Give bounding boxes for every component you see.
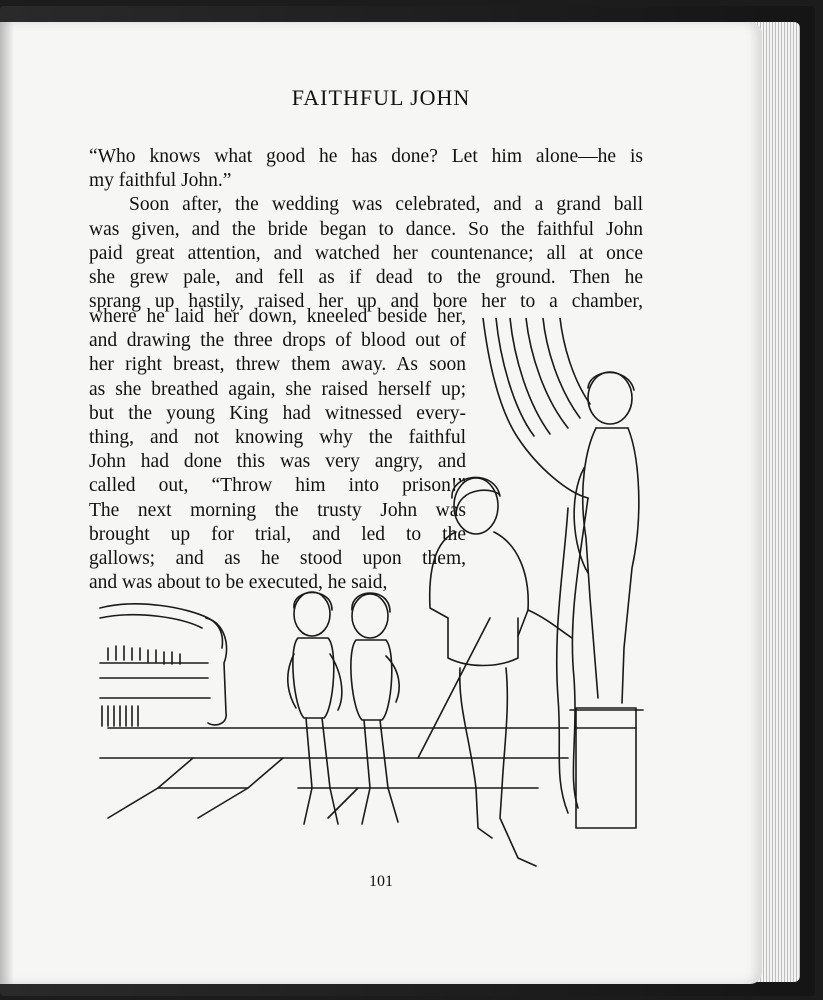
text-line: but the young King had witnessed every- <box>89 402 466 424</box>
text-line: John had done this was very angry, and <box>89 451 466 473</box>
text-line: thing, and not knowing why the faithful <box>89 427 466 449</box>
page-number: 101 <box>369 873 393 890</box>
text-line: “Who knows what good he has done? Let him alone—he is <box>89 146 643 167</box>
text-line: paid great attention, and watched her countenance; all at once <box>89 242 643 264</box>
statue <box>570 372 643 828</box>
text-line: my faithful John.” <box>89 170 232 192</box>
text-line: Soon after, the wedding was celebrated, and a grand ball <box>129 194 643 216</box>
text-line: gallows; and as he stood upon them, <box>89 548 466 570</box>
text-line: her right breast, threw them away. As soon <box>89 354 466 376</box>
king-figure <box>418 477 572 866</box>
text-line: sprang up hastily, raised her up and bore her to a chamber, <box>89 291 643 313</box>
child-figure <box>351 593 399 824</box>
text-line: where he laid her down, kneeled beside her, <box>89 306 466 327</box>
text-line: was given, and the bride began to dance. So the faithful John <box>89 218 643 240</box>
text-line: and was about to be executed, he said, <box>89 572 388 594</box>
text-line: The next morning the trusty John was <box>89 499 466 521</box>
text-line: brought up for trial, and led to the <box>89 523 466 545</box>
sofa <box>100 604 227 726</box>
child-figure <box>288 592 342 824</box>
running-head: FAITHFUL JOHN <box>291 85 471 110</box>
illustration <box>98 318 646 878</box>
curtain <box>483 318 590 813</box>
text-line: she grew pale, and fell as if dead to the ground. Then he <box>89 267 643 289</box>
gutter-shadow <box>0 22 14 984</box>
text-line: and drawing the three drops of blood out of <box>89 330 466 352</box>
text-line: as she breathed again, she raised herself up; <box>89 378 466 400</box>
text-line: called out, “Throw him into prison!” <box>89 475 466 497</box>
text-block-full <box>89 145 643 314</box>
